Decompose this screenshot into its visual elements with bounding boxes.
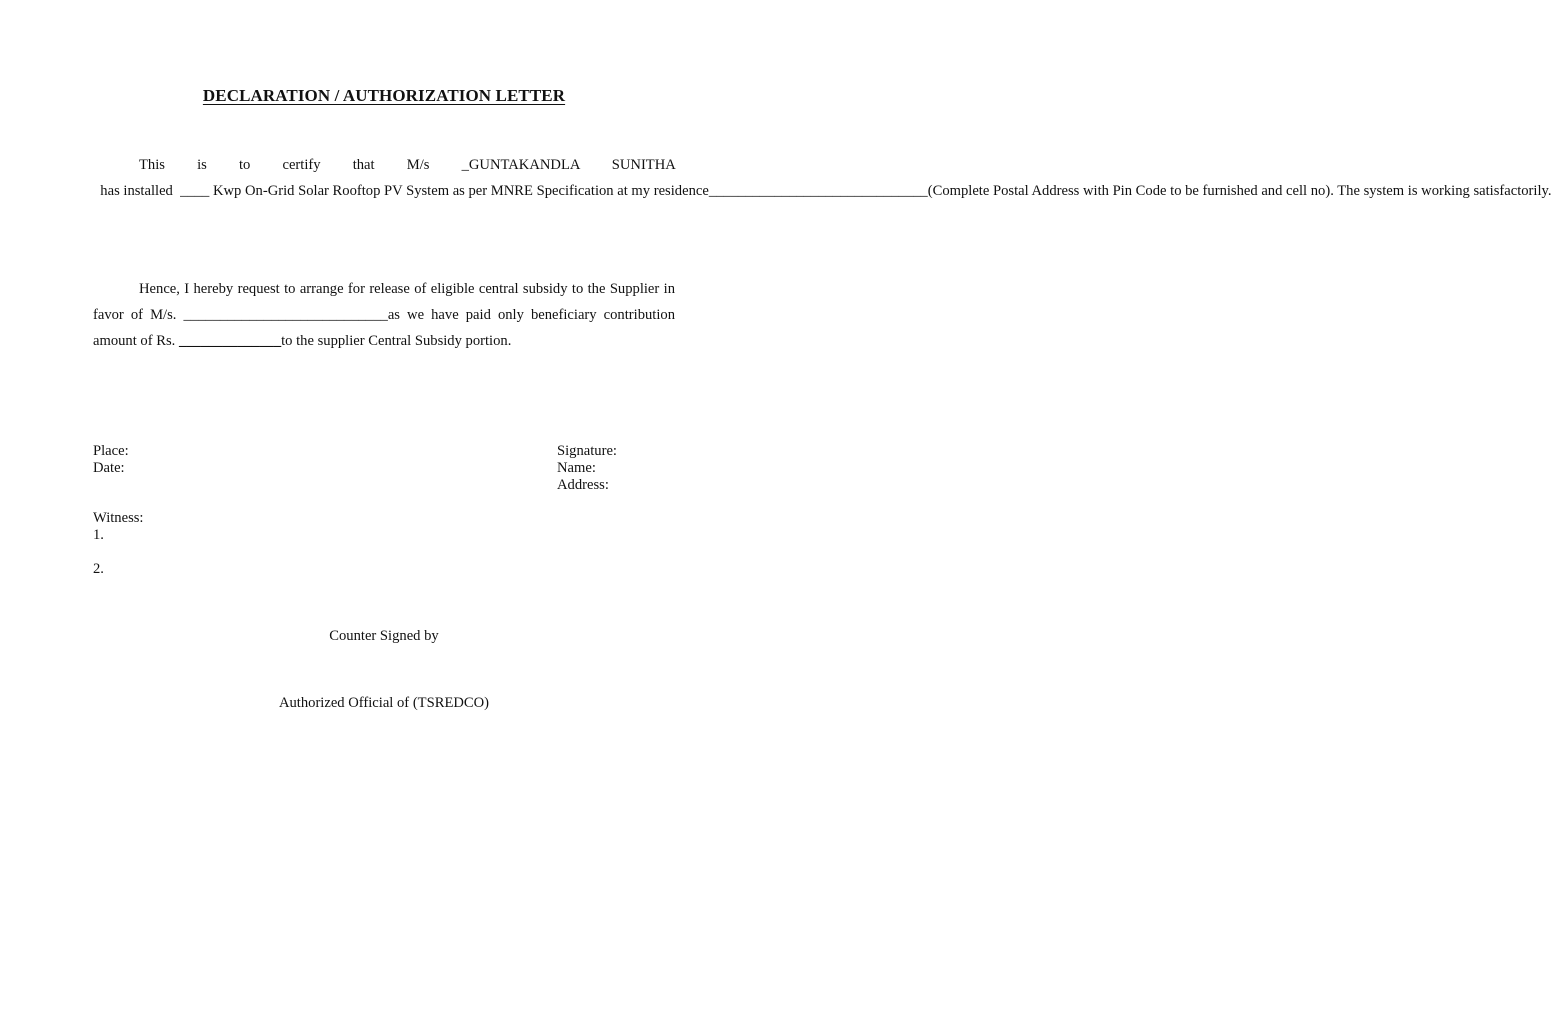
witness-item-2: 2. <box>93 561 104 577</box>
document-title: DECLARATION / AUTHORIZATION LETTER <box>202 86 566 105</box>
place-label: Place: <box>93 443 129 459</box>
authorized-official-label: Authorized Official of (TSREDCO) <box>278 695 490 711</box>
signature-label: Signature: <box>557 443 617 459</box>
counter-signed-label: Counter Signed by <box>329 628 439 644</box>
witness-label: Witness: <box>93 510 144 526</box>
certification-text-start: This is to certify that M/s <box>139 157 462 173</box>
certification-paragraph <box>93 152 1552 204</box>
name-label: Name: <box>557 460 596 476</box>
name-underscore: _ <box>461 157 469 173</box>
date-label: Date: <box>93 460 125 476</box>
request-text-tail: to the supplier Central Subsidy portion. <box>281 333 512 349</box>
certification-text-rest: has installed ____ Kwp On-Grid Solar Rooftop PV System as per MNRE Specification at my residence______________________________(Complete Postal Address with Pin Code to be furnished and cell no). The system is working satisfactorily. <box>93 183 1552 199</box>
address-label: Address: <box>557 477 609 493</box>
beneficiary-name: GUNTAKANDLA SUNITHA <box>468 157 675 173</box>
request-paragraph <box>93 276 675 354</box>
request-text: Hence, I hereby request to arrange for release of eligible central subsidy to the Supplier in favor of M/s. ____________________________as we have paid only beneficiary contribution amount of Rs. <box>93 281 675 349</box>
witness-item-1: 1. <box>93 527 104 543</box>
amount-blank: ______________ <box>178 333 282 349</box>
